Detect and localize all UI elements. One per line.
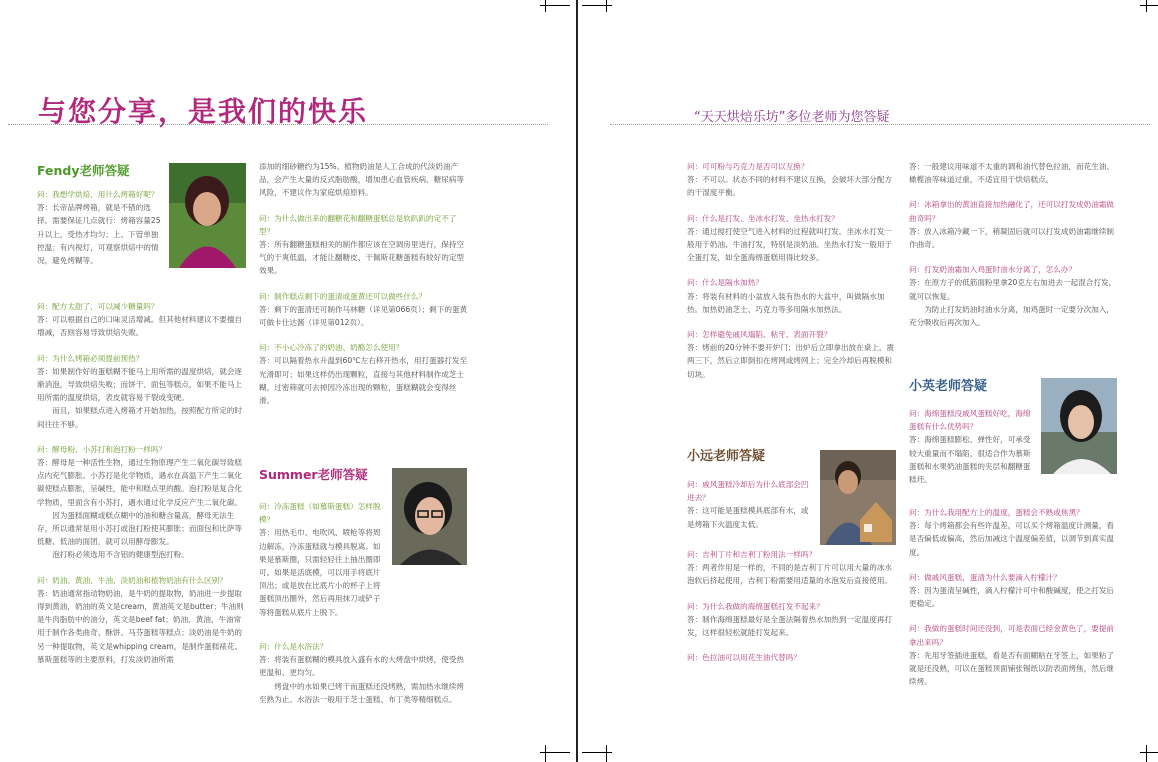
crop-mark	[582, 5, 612, 6]
answer: 答：用热毛巾、电吹风、喷枪等将周边解冻，冷冻蛋糕就与模具脱离。如果是慕斯圈，只需轻轻往上抽出圈即可。如果是活底模，可以用手将底片顶出；或是放在比底片小的杯子上将蛋糕顶出圈外，然后再用抹刀或铲子等将蛋糕从底片上脱下。	[259, 528, 381, 617]
answer: 答：放入冰箱冷藏一下，稍凝固后就可以打发成奶油霜继续制作曲奇。	[909, 226, 1115, 250]
page-spine	[576, 0, 578, 762]
question: 问：配方太甜了，可以减少糖量吗？	[37, 302, 159, 311]
question: 问：吉利丁片和吉利丁粉用法一样吗？	[687, 550, 817, 559]
page-title-right: “天天烘焙乐坊”多位老师为您答疑	[694, 110, 890, 125]
teacher-photo-xiaoying	[1041, 378, 1117, 474]
crop-mark	[1140, 5, 1158, 6]
answer: 答：将装有蛋糕糊的模具放入盛有水的大烤盘中烘烤，使受热更温和、更均匀。	[259, 655, 465, 678]
qa-item	[687, 212, 897, 265]
question: 问：制作糕点剩下的蛋清或蛋黄还可以做些什么？	[259, 291, 427, 301]
question: 问：做戚风蛋糕，蛋清为什么要滴入柠檬汁？	[909, 572, 1061, 582]
answer-continued: 添加的细砂糖约为15%。植物奶油是人工合成的代淡奶油产品，会产生大量的反式脂肪酸，增加患心血管疾病、糖尿病等风险，不建议作为家庭烘焙原料。	[259, 162, 465, 198]
qa-item	[37, 188, 161, 267]
qa-item	[909, 571, 1119, 611]
qa-item	[37, 574, 247, 666]
answer: 答：先用牙签插进蛋糕，看是否有面糊粘在牙签上，如果粘了就是还没熟，可以在蛋糕顶面铺张锡纸以防表面烤焦，然后继续烤。	[909, 650, 1115, 687]
question: 问：为什么烤箱必须提前预热？	[37, 353, 144, 363]
crop-mark	[545, 0, 546, 12]
qa-item	[687, 651, 897, 664]
teacher-heading-xiaoying: 小英老师答疑	[909, 379, 988, 394]
answer-note: 烤盘中的水如果已烤干而蛋糕还没烤熟，需加热水继续烤至熟为止。水浴法一般用于芝士蛋糕、布丁类等精细糕点。	[259, 681, 465, 704]
teacher-heading-xiaoyuan: 小远老师答疑	[687, 449, 766, 464]
answer-note: 因为蛋糕面糊或糕点糊中的油和糖含量高，酵母无法生存，所以通常是用小苏打或泡打粉使其膨胀；而面包和比萨等低糖、低油的面团，就可以用酵母膨发。	[37, 510, 243, 547]
qa-item	[909, 506, 1119, 559]
question: 问：什么是隔水加热？	[687, 278, 763, 288]
answer: 答：可以隔着热水升温到60℃左右移开热水，用打蛋器打发至光滑即可；如果这样仍出现颗粒，直接与其他材料制作成芝士糊，过密筛就可去掉因冷冻出现的颗粒，蛋糕糊就会变得丝滑。	[259, 356, 468, 406]
question: 问：我做的蛋糕时间还没到，可是表面已经金黄色了，要提前拿出来吗？	[909, 624, 1115, 647]
question: 问：为什么做出来的翻糖花和翻糖蛋糕总是软趴趴的定不了型？	[259, 213, 457, 236]
answer: 答：酵母是一种活性生物，通过生物原理产生二氧化碳导致糕点内充气膨胀。小苏打是化学物质，遇水在高温下产生二氧化碳使糕点膨胀，呈碱性，能中和糕点里的酸。泡打粉是复合化学物质，里面含有小苏打，遇水通过化学反应产生二氧化碳。	[37, 458, 243, 507]
answer: 答：如果制作好的蛋糕糊不能马上用所需的温度烘焙，就会逐渐消泡，导致烘焙失败；而饼干、面包等糕点，如果不能马上用所需的温度烘焙，表皮就容易干裂或变硬。	[37, 366, 243, 403]
question: 问：可可粉与巧克力是否可以互换？	[687, 162, 809, 171]
page-title-left: 与您分享，是我们的快乐	[38, 95, 369, 128]
qa-item	[687, 548, 897, 588]
answer: 答：海绵蛋糕膨松、弹性好，可承受较大重量而不塌陷，很适合作为慕斯蛋糕和水果奶油蛋糕的夹层和翻糖蛋糕坯。	[909, 435, 1031, 485]
question: 问：色拉油可以用花生油代替吗？	[687, 653, 801, 663]
answer: 答：将装有材料的小盆放入装有热水的大盆中，叫做隔水加热。加热奶油芝士、巧克力等多用隔水加热法。	[687, 291, 885, 314]
teacher-photo-summer	[392, 468, 467, 565]
teacher-heading-summer: Summer老师答疑	[259, 467, 368, 482]
qa-item	[259, 341, 469, 407]
answer: 答：烤前的20分钟不要开炉门；出炉后立即拿出放在桌上，震两三下，然后立即倒扣在烤网或烤网上；完全冷却后再脱模和切块。	[687, 343, 895, 379]
answer: 答：不可以。状态不同的材料不建议互换，会破坏大部分配方的干湿度平衡。	[687, 175, 893, 198]
question: 问：什么是打发、坐冰水打发、坐热水打发？	[687, 213, 839, 223]
crop-mark	[606, 0, 607, 12]
answer: 答：可以根据自己的口味灵活增减。但其他材料建议不要擅自增减，否则容易导致烘焙失败。	[37, 315, 243, 338]
column-fendy-top	[37, 188, 161, 296]
teacher-heading-fendy: Fendy老师答疑	[37, 163, 130, 178]
qa-item	[687, 276, 897, 316]
question: 问：为什么我做的海绵蛋糕打发不起来？	[687, 601, 824, 611]
qa-item	[909, 160, 1119, 186]
answer: 答：制作海绵蛋糕最好是全蛋法隔着热水加热到一定温度再打发，这样很轻松就能打发起来。	[687, 614, 893, 638]
column-xiaoyuan-narrow	[687, 478, 811, 550]
qa-item	[259, 212, 469, 278]
answer: 答：一般建议用味道不太重的调和油代替色拉油，而花生油、橄榄油等味道过重，不适宜用于烘焙糕点。	[909, 162, 1115, 185]
qa-item	[687, 160, 897, 200]
column-xiaoying-narrow	[909, 407, 1033, 499]
question: 问：冰箱拿出的黄油直接加热融化了，还可以打发成奶油霜做曲奇吗？	[909, 200, 1115, 223]
question: 问：海绵蛋糕没戚风蛋糕好吃，海绵蛋糕有什么优势吗？	[909, 409, 1031, 432]
qa-item	[909, 622, 1119, 688]
qa-item	[259, 290, 469, 330]
dotted-divider	[8, 124, 548, 125]
column-summer-narrow	[259, 500, 383, 617]
answer-note: 泡打粉必须选用不含铝的健康型泡打粉。	[52, 550, 189, 560]
question: 问：不小心冷冻了的奶油、奶酪怎么使用？	[259, 343, 404, 353]
question: 问：奶油、黄油、牛油、淡奶油和植物奶油有什么区别？	[37, 575, 227, 585]
answer-note: 而且，如果糕点进入烤箱才开始加热，按照配方所定的时间往往不够。	[37, 406, 243, 429]
qa-item	[687, 328, 897, 381]
question: 问：为什么我用配方上的温度，蛋糕会不熟或焦黑？	[909, 508, 1084, 517]
crop-mark	[582, 752, 612, 753]
crop-mark	[1140, 752, 1158, 753]
qa-item	[909, 263, 1119, 329]
qa-item	[37, 443, 247, 562]
crop-mark	[1146, 0, 1147, 12]
question: 问：打发奶油霜加入鸡蛋时油水分离了，怎么办？	[909, 265, 1077, 275]
crop-mark	[1146, 745, 1147, 762]
crop-mark	[545, 745, 546, 762]
teacher-photo-xiaoyuan	[820, 450, 896, 545]
question: 问：怎样避免戚风塌陷、粘牙、表面开裂？	[687, 330, 832, 340]
answer: 答：每个烤箱都会有些许温差，可以买个烤箱温度计测量，看是否偏低或偏高，然后加减这个温度偏差值，以调节到真实温度。	[909, 521, 1115, 557]
question: 问：酵母粉、小苏打和泡打粉一样吗？	[37, 444, 167, 454]
column-middle-bottom	[259, 640, 469, 712]
answer: 答：奶油通常指动物奶油，是牛奶的提取物，奶油进一步提取得到黄油，奶油的英文是cream，黄油英文是butter；牛油则是牛肉脂肪中的油分，英文是beef fat；奶油、黄油、牛油常用于制作各类曲奇、酥饼、马芬蛋糕等糕点；淡奶油是牛奶的另一种提取物，英文是whipping cream，是制作蛋糕裱花、慕斯蛋糕等的主要原料，打发淡奶油所需	[37, 588, 244, 664]
answer: 答：剩下的蛋清还可制作马林糖（详见第066页）；剩下的蛋黄可做卡仕达酱（详见第012页）。	[259, 304, 468, 328]
answer: 答：两者作用是一样的，不同的是吉利丁片可以用大量的冰水泡软后挤起使用，吉利丁粉需要用适量的水泡发后直接使用。	[687, 563, 893, 586]
qa-item	[687, 600, 897, 640]
answer: 答：在原方子的低筋面粉里拿20克左右加进去一起混合打发，就可以恢复。	[909, 278, 1117, 301]
question: 问：冷冻蛋糕（如慕斯蛋糕）怎样脱模？	[259, 502, 381, 525]
crop-mark	[606, 745, 607, 762]
column-fendy	[37, 300, 247, 712]
answer-note: 为防止打发奶油时油水分离，加鸡蛋时一定要分次加入，充分吸收后再次加入。	[909, 304, 1115, 328]
dotted-divider	[610, 124, 1150, 125]
qa-item	[37, 300, 247, 340]
column-right-2-bottom	[909, 506, 1119, 712]
column-right-2-top	[909, 160, 1119, 370]
column-right-1-bottom	[687, 548, 897, 712]
answer: 答：因为蛋清呈碱性，滴入柠檬汁可中和酸碱度，使之打发后更稳定。	[909, 586, 1115, 609]
column-right-1-top	[687, 160, 897, 440]
answer: 答：长帝品牌烤箱，就是不错的选择。需要保证几点就行：烤箱容量25升以上，受热才均匀；上、下管单独控温；有内视灯，可观察烘焙中的情况，避免烤糊等。	[37, 203, 161, 266]
qa-item	[259, 160, 469, 200]
qa-item	[37, 352, 247, 431]
teacher-photo-fendy	[169, 163, 246, 268]
answer: 答：所有翻糖蛋糕相关的制作都应该在空调房里进行，保持空气的干爽低温，才能让翻糖皮、干佩斯花糖蛋糕有较好的定型效果。	[259, 240, 465, 276]
answer: 答：这可能是蛋糕模具底部有水，或是烤箱下火温度太低。	[687, 506, 809, 529]
qa-item	[909, 198, 1119, 251]
answer: 答：通过搅打使空气进入材料的过程就叫打发。坐冰水打发一般用于奶油、牛油打发，特别是淡奶油。坐热水打发一般用于全蛋打发，如全蛋海绵蛋糕用得比较多。	[687, 226, 893, 263]
column-middle-top	[259, 160, 469, 460]
question: 问：我想学烘焙，用什么烤箱好呢？	[37, 190, 159, 199]
question: 问：戚风蛋糕冷却后为什么底部会凹进去？	[687, 480, 809, 503]
question: 问：什么是水浴法？	[259, 642, 328, 651]
